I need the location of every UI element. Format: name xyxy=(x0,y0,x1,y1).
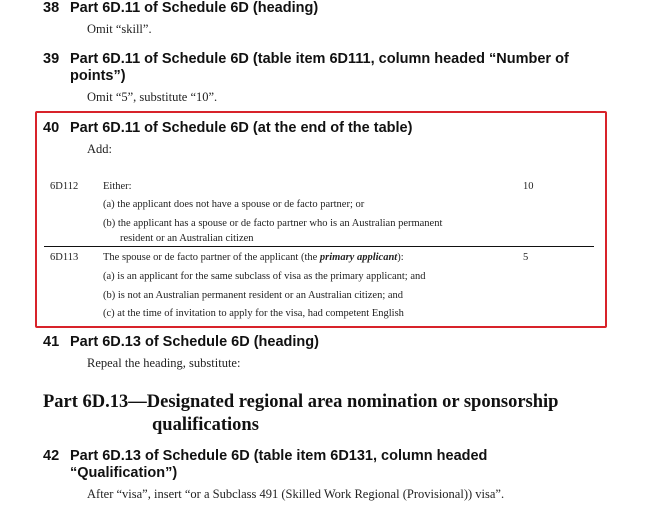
amendment-heading-text: Part 6D.13 of Schedule 6D (heading) xyxy=(70,334,319,350)
amendment-38-instruction: Omit “skill”. xyxy=(87,22,152,36)
table-cell-line: (a) is an applicant for the same subclass of visa as the primary applicant; and xyxy=(103,271,426,282)
amendment-heading-text: Part 6D.11 of Schedule 6D (heading) xyxy=(70,0,319,16)
amendment-number: 39 xyxy=(43,51,60,67)
part-heading-cont: qualifications xyxy=(152,415,259,435)
table-points: 10 xyxy=(523,181,534,192)
table-cell-line: (b) is not an Australian permanent resident or an Australian citizen; and xyxy=(103,290,404,301)
table-cell-line: (c) at the time of invitation to apply for the visa, had competent English xyxy=(103,308,404,319)
amendment-number: 40 xyxy=(43,120,60,136)
amendment-41-instruction: Repeal the heading, substitute: xyxy=(87,356,241,370)
table-item-code: 6D112 xyxy=(50,181,79,192)
amendment-number: 38 xyxy=(43,0,60,16)
amendment-38-heading xyxy=(43,0,318,17)
part-heading: Part 6D.13—Designated regional area nomination or sponsorship xyxy=(43,392,559,412)
amendment-42-instruction: After “visa”, insert “or a Subclass 491 (Skilled Work Regional (Provisional)) visa”. xyxy=(87,487,505,501)
table-cell-line: Either: xyxy=(103,181,132,192)
table-cell-line: resident or an Australian citizen xyxy=(120,233,254,244)
table-cell-line: (b) the applicant has a spouse or de facto partner who is an Australian permanent xyxy=(103,218,443,229)
amendment-heading-text: Part 6D.13 of Schedule 6D (table item 6D131, column headed xyxy=(70,448,488,464)
amendment-heading-text: Part 6D.11 of Schedule 6D (table item 6D111, column headed “Number of xyxy=(70,51,569,67)
table-item-code: 6D113 xyxy=(50,252,79,263)
amendment-40-instruction: Add: xyxy=(87,142,112,156)
amendment-42-heading-cont: “Qualification”) xyxy=(70,465,178,481)
amendment-42-heading xyxy=(43,448,487,465)
amendment-number: 41 xyxy=(43,334,60,350)
amendment-39-heading-cont: points”) xyxy=(70,68,126,84)
table-cell-line: (a) the applicant does not have a spouse or de facto partner; or xyxy=(103,199,365,210)
amendment-40-heading xyxy=(43,120,412,137)
amendment-39-instruction: Omit “5”, substitute “10”. xyxy=(87,90,218,104)
table-points: 5 xyxy=(523,252,529,263)
amendment-39-heading xyxy=(43,51,569,68)
amendment-number: 42 xyxy=(43,448,60,464)
table-cell-line: The spouse or de facto partner of the applicant (the primary applicant): xyxy=(103,252,404,263)
table-row-divider xyxy=(44,246,594,247)
amendment-heading-text: Part 6D.11 of Schedule 6D (at the end of the table) xyxy=(70,120,413,136)
amendment-41-heading xyxy=(43,334,319,351)
